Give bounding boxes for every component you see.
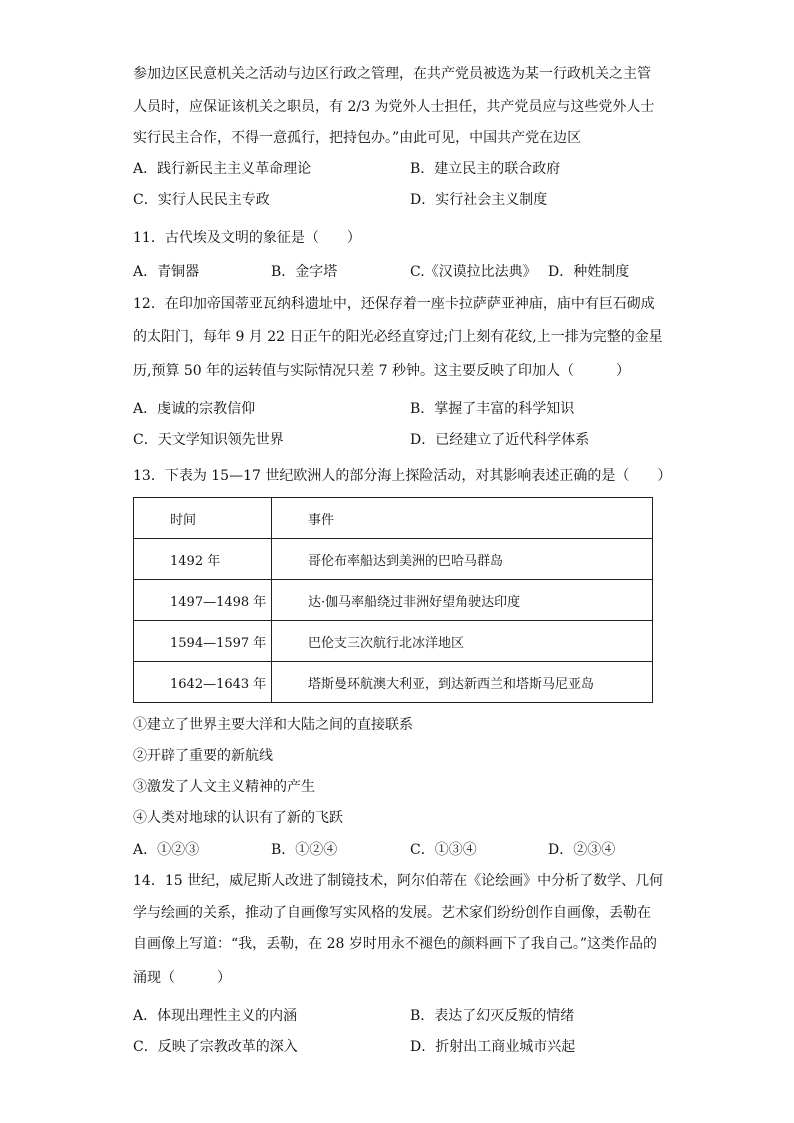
q13-option-a: A．①②③ <box>133 842 200 858</box>
table-cell-event: 哥伦布率船达到美洲的巴哈马群岛 <box>272 539 653 580</box>
q12-line-1: 12．在印加帝国蒂亚瓦纳科遗址中，还保存着一座卡拉萨萨亚神庙，庙中有巨石砌成 <box>133 296 655 312</box>
table-header-cell: 时间 <box>134 498 272 539</box>
q12-option-c: C．天文学知识领先世界 <box>133 432 284 448</box>
q13-item-4: ④人类对地球的认识有了新的飞跃 <box>133 810 343 826</box>
q14-line-4: 涌现（ ） <box>133 970 231 986</box>
table-cell-event: 达·伽马率船绕过非洲好望角驶达印度 <box>272 580 653 621</box>
q14-line-1: 14．15 世纪，威尼斯人改进了制镜技术，阿尔伯蒂在《论绘画》中分析了数学、几何 <box>133 873 664 889</box>
table-cell-time: 1594—1597 年 <box>134 621 272 662</box>
q13-option-d: D．②③④ <box>548 842 616 858</box>
q13-item-3: ③激发了人文主义精神的产生 <box>133 779 315 795</box>
q14-option-b: B．表达了幻灭反叛的情绪 <box>410 1008 575 1024</box>
q11-option-b: B．金字塔 <box>271 264 338 280</box>
table-cell-time: 1497—1498 年 <box>134 580 272 621</box>
table-header-cell: 事件 <box>272 498 653 539</box>
table-cell-event: 塔斯曼环航澳大利亚，到达新西兰和塔斯马尼亚岛 <box>272 662 653 703</box>
q11-option-a: A．青铜器 <box>133 264 200 280</box>
q14-line-3: 自画像上写道：“我，丢勒，在 28 岁时用永不褪色的颜料画下了我自己。”这类作品的 <box>133 936 658 952</box>
table-row <box>134 662 653 703</box>
q13-stem: 13．下表为 15—17 世纪欧洲人的部分海上探险活动，对其影响表述正确的是（ ） <box>133 468 672 484</box>
table-row <box>134 580 653 621</box>
q12-line-2: 的太阳门，每年 9 月 22 日正午的阳光必经直穿过;门上刻有花纹,上一排为完整的金星 <box>133 329 663 345</box>
q11-stem: 11．古代埃及文明的象征是（ ） <box>133 230 361 246</box>
q12-option-d: D．已经建立了近代科学体系 <box>410 432 590 448</box>
q10-line-2: 人员时，应保证该机关之职员，有 2/3 为党外人士担任，共产党员应与这些党外人士 <box>133 99 655 115</box>
q12-line-3: 历,预算 50 年的运转值与实际情况只差 7 秒钟。这主要反映了印加人（ ） <box>133 363 630 379</box>
q14-option-a: A．体现出理性主义的内涵 <box>133 1008 298 1024</box>
exploration-table <box>133 497 653 703</box>
q11-option-d: D．种姓制度 <box>548 264 630 280</box>
q14-option-c: C．反映了宗教改革的深入 <box>133 1039 298 1055</box>
q11-option-c: C.《汉谟拉比法典》 <box>410 264 537 280</box>
q13-item-1: ①建立了世界主要大洋和大陆之间的直接联系 <box>133 717 413 733</box>
q14-line-2: 学与绘画的关系，推动了自画像写实风格的发展。艺术家们纷纷创作自画像，丢勒在 <box>133 905 651 921</box>
table-row <box>134 539 653 580</box>
q10-option-a: A．践行新民主主义革命理论 <box>133 161 312 177</box>
table-cell-time: 1492 年 <box>134 539 272 580</box>
q10-line-3: 实行民主合作，不得一意孤行，把持包办。”由此可见，中国共产党在边区 <box>133 130 582 146</box>
q14-option-d: D．折射出工商业城市兴起 <box>410 1039 576 1055</box>
q13-option-b: B．①②④ <box>271 842 338 858</box>
q10-option-d: D．实行社会主义制度 <box>410 192 548 208</box>
q10-option-c: C．实行人民民主专政 <box>133 192 270 208</box>
q13-item-2: ②开辟了重要的新航线 <box>133 748 273 764</box>
q12-option-a: A．虔诚的宗教信仰 <box>133 401 256 417</box>
q10-option-b: B．建立民主的联合政府 <box>410 161 561 177</box>
table-cell-time: 1642—1643 年 <box>134 662 272 703</box>
table-header-row <box>134 498 653 539</box>
table-row <box>134 621 653 662</box>
q13-option-c: C．①③④ <box>410 842 477 858</box>
q12-option-b: B．掌握了丰富的科学知识 <box>410 401 575 417</box>
q10-line-1: 参加边区民意机关之活动与边区行政之管理，在共产党员被选为某一行政机关之主管 <box>133 66 651 82</box>
table-cell-event: 巴伦支三次航行北冰洋地区 <box>272 621 653 662</box>
